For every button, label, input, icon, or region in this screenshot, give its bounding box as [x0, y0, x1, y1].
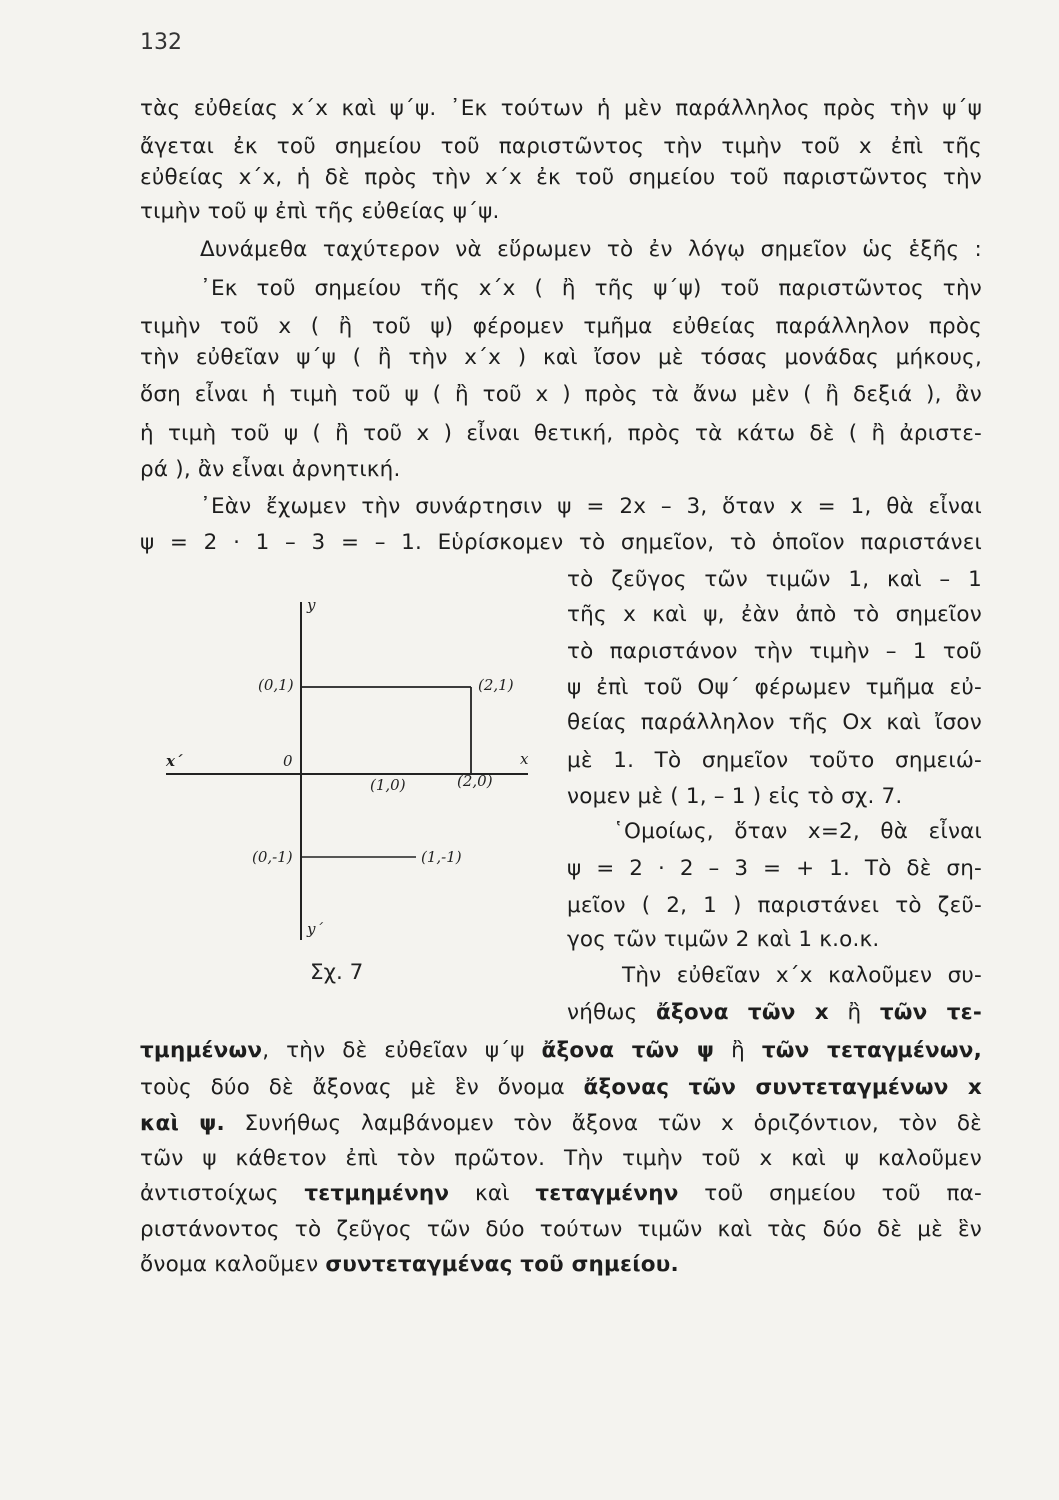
figure-7: [140, 590, 560, 990]
term-abscissa-end: τμημένων: [140, 1038, 263, 1063]
text-span: τοὺς δύο δὲ ἄξονας μὲ ἓν ὄνομα: [140, 1075, 584, 1100]
text-line: [140, 1181, 982, 1206]
label-x: x: [520, 750, 529, 768]
text-span: τοῦ σημείου τοῦ πα-: [678, 1181, 982, 1206]
label-point-0-m1: (0,-1): [252, 848, 293, 866]
text-line: [140, 1111, 982, 1136]
page-number: 132: [140, 30, 182, 55]
text-span: , τὴν δὲ εὐθεῖαν ψ΄ψ: [262, 1038, 542, 1063]
label-y: y: [307, 596, 316, 614]
text-span: καὶ: [449, 1181, 536, 1206]
text-line: τὸ παριστάνον τὴν τιμὴν – 1 τοῦ: [567, 639, 982, 664]
coordinate-diagram: [140, 590, 560, 990]
text-line: τὰς εὐθείας x΄x καὶ ψ΄ψ. ᾿Εκ τούτων ἡ μὲν παράλληλος πρὸς τὴν ψ΄ψ: [140, 96, 982, 121]
text-span: ἢ: [828, 1000, 880, 1025]
text-line: [140, 1252, 982, 1277]
text-line: τῶν ψ κάθετον ἐπὶ τὸν πρῶτον. Τὴν τιμὴν τοῦ x καὶ ψ καλοῦμεν: [140, 1146, 983, 1171]
text-line: νομεν μὲ ( 1, – 1 ) εἰς τὸ σχ. 7.: [567, 784, 903, 809]
text-line: τὴν εὐθεῖαν ψ΄ψ ( ἢ τὴν x΄x ) καὶ ἴσον μὲ τόσας μονάδας μήκους,: [140, 345, 982, 370]
label-point-2-0: (2,0): [457, 772, 493, 790]
term-axis-x: ἄξονα τῶν x: [656, 1000, 829, 1025]
text-line: ἡ τιμὴ τοῦ ψ ( ἢ τοῦ x ) εἶναι θετική, πρὸς τὰ κάτω δὲ ( ἢ ἀριστε-: [140, 421, 982, 446]
text-line: [567, 1000, 982, 1025]
text-line: ᾿Εκ τοῦ σημείου τῆς x΄x ( ἢ τῆς ψ΄ψ) τοῦ παριστῶντος τὴν: [200, 276, 982, 301]
text-line: τὸ ζεῦγος τῶν τιμῶν 1, καὶ – 1: [567, 567, 982, 592]
text-line: εὐθείας x΄x, ἡ δὲ πρὸς τὴν x΄x ἐκ τοῦ σημείου τοῦ παριστῶντος τὴν: [140, 165, 982, 190]
term-abscissa-start: τῶν τε-: [879, 1000, 982, 1025]
text-line: ὅση εἶναι ἡ τιμὴ τοῦ ψ ( ἢ τοῦ x ) πρὸς τὰ ἄνω μὲν ( ἢ δεξιά ), ἂν: [140, 382, 982, 407]
text-line: ῾Ομοίως, ὅταν x=2, θὰ εἶναι: [613, 819, 982, 844]
text-span: ἀντιστοίχως: [140, 1181, 305, 1206]
label-x-prime: x΄: [166, 752, 183, 770]
term-ordinates: τῶν τεταγμένων,: [761, 1038, 982, 1063]
term-axis-y: ἄξονα τῶν ψ: [541, 1038, 715, 1063]
text-line: ρά ), ἂν εἶναι ἀρνητική.: [140, 457, 401, 482]
text-line: ᾿Εὰν ἔχωμεν τὴν συνάρτησιν ψ = 2x – 3, ὅταν x = 1, θὰ εἶναι: [200, 494, 982, 519]
label-point-0-1: (0,1): [258, 676, 294, 694]
label-point-1-m1: (1,-1): [421, 848, 462, 866]
text-line: τῆς x καὶ ψ, ἐὰν ἀπὸ τὸ σημεῖον: [567, 602, 982, 627]
text-line: ψ = 2 · 1 – 3 = – 1. Εὑρίσκομεν τὸ σημεῖον, τὸ ὁποῖον παριστάνει: [140, 530, 982, 555]
term-coordinates: συντεταγμένας τοῦ σημείου.: [325, 1252, 679, 1277]
text-line: τιμὴν τοῦ ψ ἐπὶ τῆς εὐθείας ψ΄ψ.: [140, 199, 500, 224]
text-line: ψ ἐπὶ τοῦ Oψ΄ φέρωμεν τμῆμα εὐ-: [567, 675, 982, 700]
text-span: ὄνομα καλοῦμεν: [140, 1252, 326, 1277]
figure-caption: Σχ. 7: [310, 960, 364, 985]
term-coordinate-axes: ἄξονας τῶν συντεταγμένων x: [583, 1075, 982, 1100]
text-line: ψ = 2 · 2 – 3 = + 1. Τὸ δὲ ση-: [567, 856, 982, 881]
text-span: νήθως: [567, 1000, 656, 1025]
text-line: γος τῶν τιμῶν 2 καὶ 1 κ.ο.κ.: [567, 927, 880, 952]
text-line: ριστάνοντος τὸ ζεῦγος τῶν δύο τούτων τιμῶν καὶ τὰς δύο δὲ μὲ ἓν: [140, 1217, 982, 1242]
text-line: ἄγεται ἐκ τοῦ σημείου τοῦ παριστῶντος τὴν τιμὴν τοῦ x ἐπὶ τῆς: [140, 134, 982, 159]
term-and-psi: καὶ ψ.: [140, 1111, 225, 1136]
text-line: θείας παράλληλον τῆς Ox καὶ ἴσον: [567, 710, 982, 735]
text-line: Τὴν εὐθεῖαν x΄x καλοῦμεν συ-: [622, 963, 982, 988]
label-point-1-0: (1,0): [370, 776, 406, 794]
label-origin: 0: [283, 752, 293, 770]
text-span: ἢ: [714, 1038, 762, 1063]
term-abscissa: τετμημένην: [304, 1181, 450, 1206]
label-y-prime: y΄: [307, 920, 323, 938]
text-line: [140, 1038, 982, 1063]
text-line: [140, 1075, 982, 1100]
text-line: μεῖον ( 2, 1 ) παριστάνει τὸ ζεῦ-: [567, 893, 982, 918]
label-point-2-1: (2,1): [478, 676, 514, 694]
text-span: Συνήθως λαμβάνομεν τὸν ἄξονα τῶν x ὁριζόντιον, τὸν δὲ: [224, 1111, 982, 1136]
text-line: τιμὴν τοῦ x ( ἢ τοῦ ψ) φέρομεν τμῆμα εὐθείας παράλληλον πρὸς: [140, 314, 982, 339]
term-ordinate: τεταγμένην: [535, 1181, 679, 1206]
text-line: Δυνάμεθα ταχύτερον νὰ εὕρωμεν τὸ ἐν λόγῳ σημεῖον ὡς ἑξῆς :: [200, 237, 982, 262]
text-line: μὲ 1. Τὸ σημεῖον τοῦτο σημειώ-: [567, 748, 982, 773]
